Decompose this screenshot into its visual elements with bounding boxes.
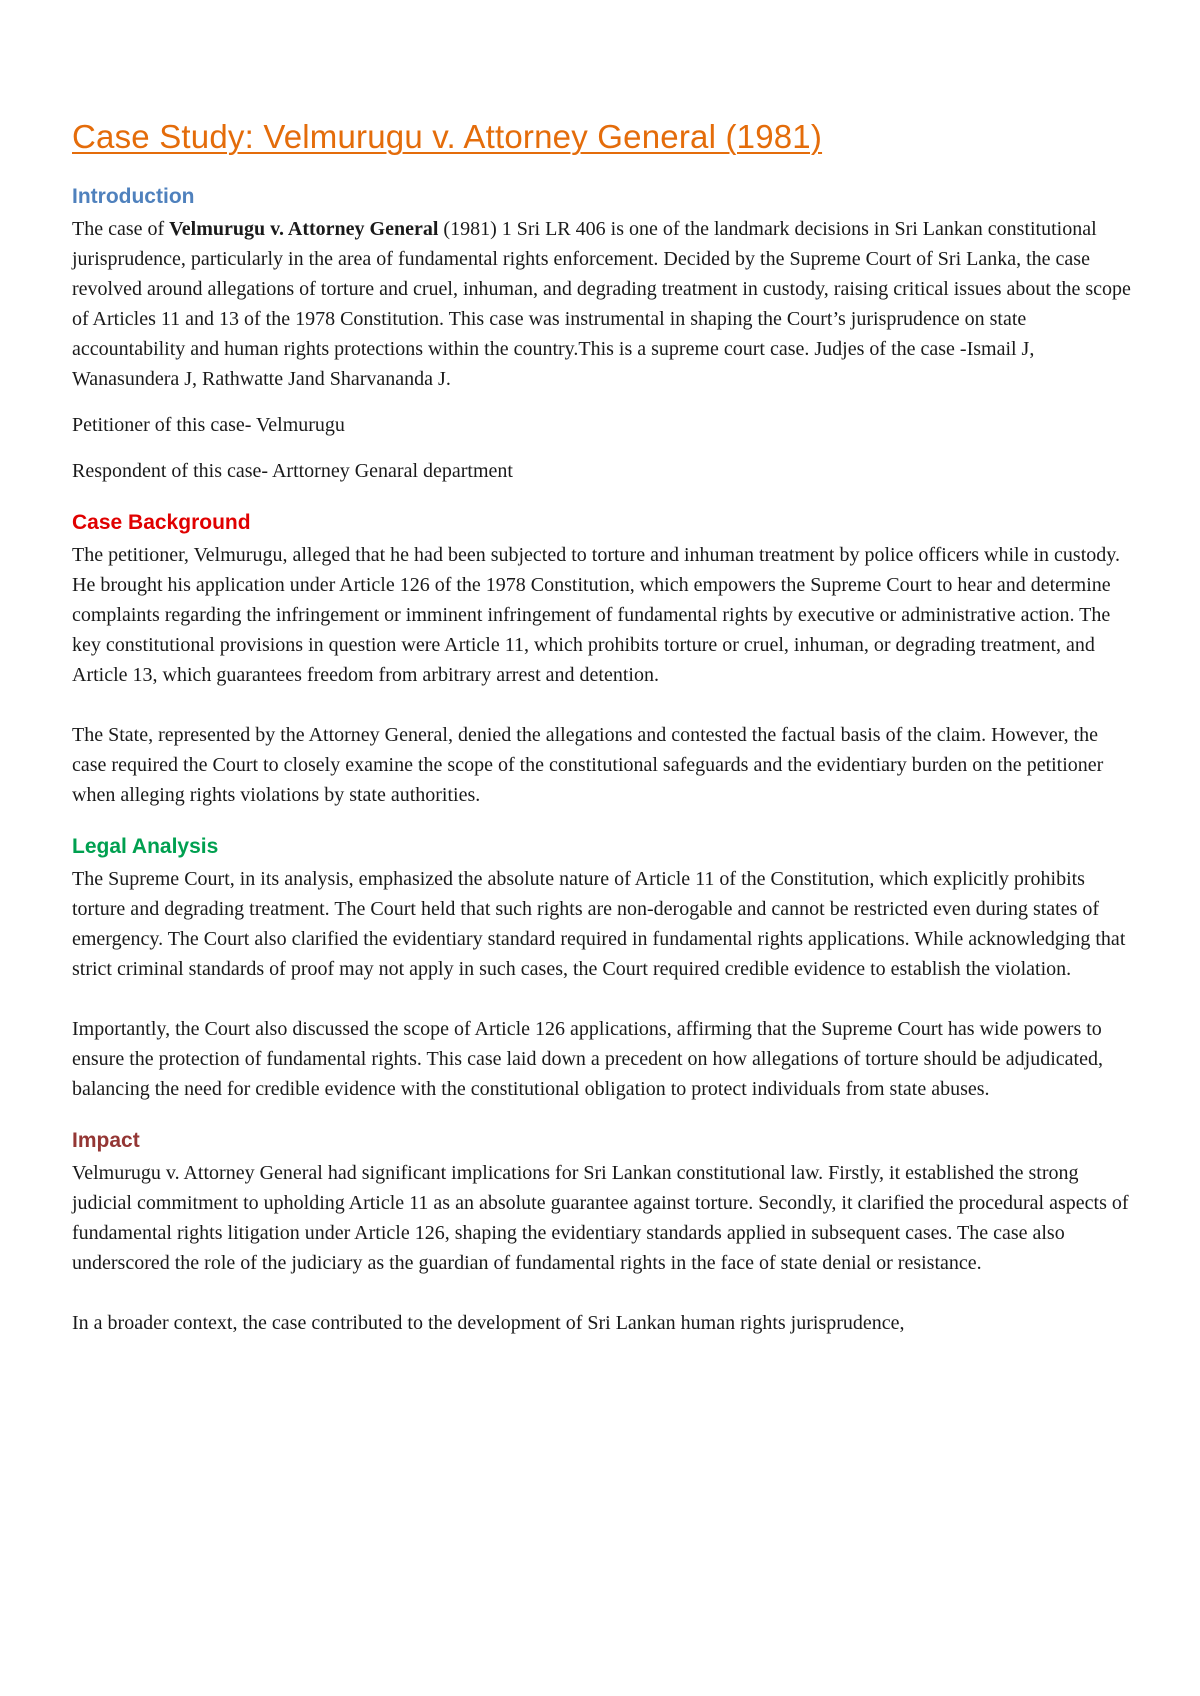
introduction-paragraph [72,214,1132,394]
background-heading: Case Background [72,511,251,534]
document-page [72,118,1132,1338]
introduction-heading: Introduction [72,185,195,208]
case-name-bold: Velmurugu v. Attorney General [169,218,439,240]
petitioner-line: Petitioner of this case- Velmurugu [72,414,345,436]
respondent-line: Respondent of this case- Arttorney Genaral department [72,460,513,482]
intro-text-rest: (1981) 1 Sri LR 406 is one of the landmark decisions in Sri Lankan constitutional jurisprudence, particularly in the area of fundamental rights enforcement. Decided by the Supreme Court of Sri Lanka, the case revolved around allegations of torture and cruel, inhuman, and degrading treatment in custody, raising critical issues about the scope of Articles 11 and 13 of the 1978 Constitution. This case was instrumental in shaping the Court’s jurisprudence on state accountability and human rights protections within the country.This is a supreme court case. Judjes of the case -Ismail J, Wanasundera J, Rathwatte Jand Sharvananda J. [72,218,1131,390]
impact-paragraph-1: Velmurugu v. Attorney General had significant implications for Sri Lankan constitutional law. Firstly, it established the strong judicial commitment to upholding Article 11 as an absolute guarantee against torture. Secondly, it clarified the procedural aspects of fundamental rights litigation under Article 126, shaping the evidentiary standards applied in subsequent cases. The case also underscored the role of the judiciary as the guardian of fundamental rights in the face of state denial or resistance. [72,1162,1129,1274]
background-paragraph-2: The State, represented by the Attorney General, denied the allegations and contested the factual basis of the claim. However, the case required the Court to closely examine the scope of the constitutional safeguards and the evidentiary burden on the petitioner when alleging rights violations by state authorities. [72,724,1104,806]
intro-text-prefix: The case of [72,218,170,240]
background-paragraph-1: The petitioner, Velmurugu, alleged that he had been subjected to torture and inhuman treatment by police officers while in custody. He brought his application under Article 126 of the 1978 Constitution, which empowers the Supreme Court to hear and determine complaints regarding the infringement or imminent infringement of fundamental rights by executive or administrative action. The key constitutional provisions in question were Article 11, which prohibits torture or cruel, inhuman, or degrading treatment, and Article 13, which guarantees freedom from arbitrary arrest and detention. [72,544,1120,686]
document-title: Case Study: Velmurugu v. Attorney General (1981) [72,118,823,155]
legal-analysis-paragraph-1: The Supreme Court, in its analysis, emphasized the absolute nature of Article 11 of the Constitution, which explicitly prohibits torture and degrading treatment. The Court held that such rights are non-derogable and cannot be restricted even during states of emergency. The Court also clarified the evidentiary standard required in fundamental rights applications. While acknowledging that strict criminal standards of proof may not apply in such cases, the Court required credible evidence to establish the violation. [72,868,1126,980]
legal-analysis-heading: Legal Analysis [72,835,219,858]
impact-paragraph-2: In a broader context, the case contributed to the development of Sri Lankan human rights jurisprudence, [72,1312,905,1334]
legal-analysis-paragraph-2: Importantly, the Court also discussed the scope of Article 126 applications, affirming that the Supreme Court has wide powers to ensure the protection of fundamental rights. This case laid down a precedent on how allegations of torture should be adjudicated, balancing the need for credible evidence with the constitutional obligation to protect individuals from state abuses. [72,1018,1103,1100]
impact-heading: Impact [72,1129,140,1152]
